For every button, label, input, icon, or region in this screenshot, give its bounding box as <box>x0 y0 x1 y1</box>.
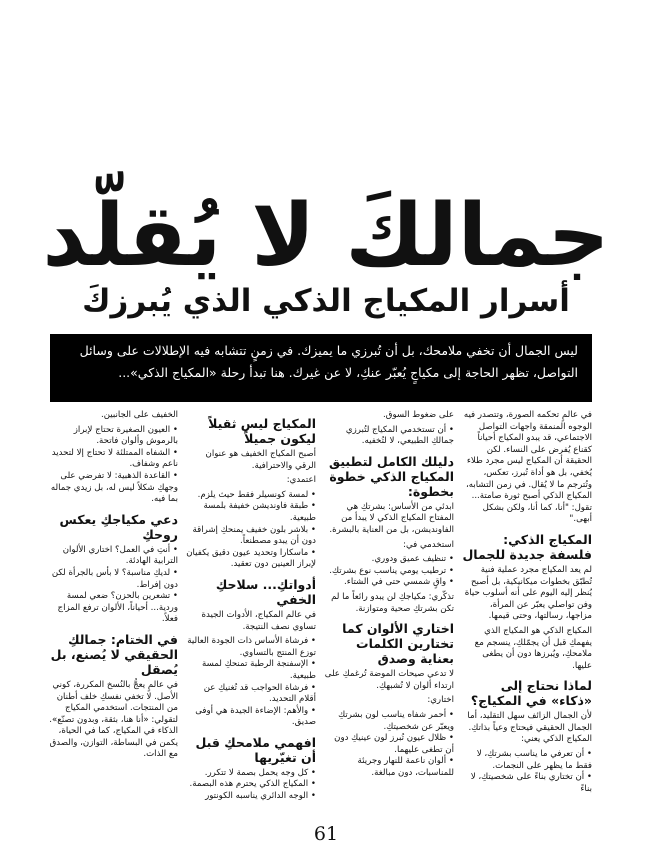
bullet-item: • العيون الصغيرة تحتاج لإبراز بالرموش وألوان فاتحة. <box>48 425 178 448</box>
bullet-item: • أنتِ في العمل؟ اختاري الألوان الترابية الهادئة. <box>48 545 178 568</box>
paragraph: اعتمدي: <box>286 475 316 486</box>
subheadline: أسرار المكياج الذكي الذي يُبرزكَ <box>82 283 570 319</box>
bullet-item: • الإسفنجة الرطبة تمنحكِ لمسة طبيعية. <box>186 659 316 682</box>
bullet-item: • بلاشر بلون خفيف يمنحكِ إشراقة دون أن يبدو مصطنعاً. <box>186 525 316 548</box>
paragraph: المكياج الذكي هو المكياج الذي يفهمكِ قبل أن يجمّلكِ، ينسجم مع ملامحكِ، ويُبرزها دون أن يطغى عليها. <box>474 625 592 671</box>
section-heading: المكياج الذكي: فلسفة جديدة للجمال <box>462 531 592 562</box>
bullet-item: • ماسكارا وتحديد عيون دقيق يكفيان لإبراز العينين دون تعقيد. <box>186 548 316 571</box>
bullet-list <box>324 425 454 448</box>
bullet-item: • أحمر شفاه يناسب لون بشرتكِ ويعبّر عن شخصيتكِ. <box>324 710 454 733</box>
bullet-item: • ألوان ناعمة للنهار وجريئة للمناسبات، دون مبالغة. <box>324 756 454 779</box>
paragraph: على ضغوط السوق. <box>383 410 454 420</box>
paragraph: في عالمٍ تحكمه الصورة، وتتصدر فيه الوجوه المنمقة واجهات التواصل الاجتماعي، قد يبدو المكياج أحياناً كقناع يُفرض على النساء. لكن الحقيقة أن المكياج ليس مجرد طلاء يُخفي، بل هو أداة تُبرز، تعكس، وتُترجم ما لا يُقال. في زمن التشابه، المكياج الذكي أصبح ثورة صامتة... تقول: "أنا، كما أنا، ولكن بشكل أبهى." <box>463 410 592 525</box>
bullet-item: • الوجه الدائري يناسبه الكونتور <box>186 791 316 803</box>
bullet-item: • أن تستخدمي المكياج لتُبرزي جمالكِ الطبيعي، لا لتُخفيه. <box>324 425 454 448</box>
paragraph: الخفيف على الجانبين. <box>100 410 178 420</box>
bullet-item: • الشفاه الممتلئة لا تحتاج إلا لتحديد ناعم وشفاف. <box>48 448 178 471</box>
section-heading: دعي مكياجكِ يعكس روحكِ <box>59 511 178 542</box>
bullet-item: • تنظيف عميق ودوري. <box>324 554 454 566</box>
bullet-item: • ظلال عيون تُبرز لون عينيكِ دون أن تطغى عليهما. <box>324 733 454 756</box>
article-column <box>48 410 178 805</box>
bullet-item: • لديكِ مناسبة؟ لا بأس بالجرأة لكن دون إفراط. <box>48 568 178 591</box>
bullet-item: • ترطيب يومي يناسب نوع بشرتكِ. <box>324 566 454 578</box>
bullet-list <box>324 554 454 589</box>
section-heading: في الختام: جمالكِ الحقيقي لا يُصنع، بل يُصقل <box>50 631 178 677</box>
paragraph: في عالم المكياج، الأدوات الجيدة تساوي نصف النتيجة. <box>201 609 316 632</box>
bullet-item: • تشعرين بالحزن؟ ضعي لمسة وردية... أحياناً، الألوان ترفع المزاج فعلاً. <box>48 591 178 626</box>
bullet-item: • فرشاة الحواجب قد تُغنيكِ عن أقلام التحديد. <box>186 683 316 706</box>
paragraph: في عالمٍ يعجُّ بالنُسخ المكررة، كوني الأصل. لا تخفي نفسكِ خلف أطنان من المنتجات. استخدمي المكياج لتقولي: «أنا هنا، بثقة، وبدون تصنّع». الذكاء في المكياج، كما في الحياة، يكمن في البساطة، التوازن، والصدق مع الذات. <box>49 679 178 760</box>
intro-band <box>50 334 592 402</box>
bullet-list <box>186 636 316 729</box>
bullet-item: • لمسة كونسيلر فقط حيث يلزم. <box>186 490 316 502</box>
bullet-list <box>48 425 178 506</box>
article-column <box>324 410 454 805</box>
bullet-item: • كل وجه يحمل بصمة لا تتكرر. <box>186 768 316 780</box>
bullet-item: • فرشاة الأساس ذات الجودة العالية توزع المنتج بالتساوي. <box>186 636 316 659</box>
bullet-item: • أن تعرفي ما يناسب بشرتكِ، لا فقط ما يظهر على النجمات. <box>462 749 592 772</box>
bullet-list <box>48 545 178 626</box>
paragraph: لأن الجمال الزائف سهل التقليد، أما الجمال الحقيقي فيحتاج وعياً بذاتكِ. المكياج الذكي يعني: <box>467 711 592 745</box>
bullet-list <box>324 710 454 780</box>
section-heading: اختاري الألوان كما تختارين الكلمات بعناية وصدق <box>342 621 454 667</box>
section-heading: دليلك الكامل لتطبيق المكياج الذكي خطوة بخطوة: <box>329 453 454 499</box>
bullet-item: • القاعدة الذهبية: لا تفرضي على وجهكِ شكلاً ليس له، بل زيدي جماله بما فيه. <box>48 471 178 506</box>
article-column <box>462 410 592 805</box>
page-number: 61 <box>313 823 339 845</box>
bullet-item: • أن تختاري بناءً على شخصيتكِ، لا بناءً <box>462 772 592 795</box>
headline: جمالكَ لا يُقلّد <box>42 186 610 286</box>
section-heading: افهمي ملامحكِ قبل أن تغيّريها <box>195 734 316 765</box>
paragraph: لا تدعي صيحات الموضة تُرغمكِ على ارتداء ألوان لا تُشبهكِ. <box>324 669 454 691</box>
paragraph: لم يعد المكياج مجرد عملية فنية تُطبّق بخطوات ميكانيكية، بل أصبح يُنظر إليه اليوم على أنه أسلوب حياة وفن تواصلي يعبّر عن المرأة، مزاجها، رسالتها، وحتى قيمها. <box>464 564 592 622</box>
bullet-item: • والأهم: الإضاءة الجيدة هي أوفى صديق. <box>186 706 316 729</box>
bullet-list <box>186 490 316 571</box>
article-column <box>186 410 316 805</box>
section-heading: لماذا نحتاج إلى «ذكاء» في المكياج؟ <box>470 678 592 709</box>
paragraph: ابدئي من الأساس: بشرتكِ هي المفتاح المكياج الذكي لا يبدأ من الفاونديشن، بل من العناية بالبشرة. <box>329 501 454 535</box>
section-heading: المكياج ليس ثقيلاً ليكون جميلاً <box>208 416 316 446</box>
section-heading: أدواتكِ... سلاحكِ الخفي <box>215 576 316 607</box>
bullet-list <box>462 749 592 795</box>
paragraph: اختاري: <box>427 695 454 706</box>
paragraph: استخدمي في: <box>403 539 454 550</box>
paragraph: تذكّري: مكياجكِ لن يبدو رائعاً ما لم تكن بشرتكِ صحية ومتوازنة. <box>331 591 454 614</box>
article-columns <box>48 410 592 805</box>
bullet-list <box>186 768 316 803</box>
bullet-item: • واقٍ شمسي حتى في الشتاء. <box>324 577 454 589</box>
bullet-item: • طبقة فاونديشن خفيفة بلمسة طبيعية. <box>186 501 316 524</box>
bullet-item: • المكياج الذكي يحترم هذه البصمة. <box>186 779 316 791</box>
paragraph: أصبح المكياج الخفيف هو عنوان الرقي والاحترافية. <box>205 449 316 471</box>
intro-text: ليس الجمال أن تخفي ملامحك، بل أن تُبرزي ما يميزك. في زمنٍ تتشابه فيه الإطلالات على وسائل التواصل، تظهر الحاجة إلى مكياجٍ يُعبّر عنكِ، لا عن غيرك. هنا تبدأ رحلة «المكياج الذكي»... <box>79 343 578 380</box>
